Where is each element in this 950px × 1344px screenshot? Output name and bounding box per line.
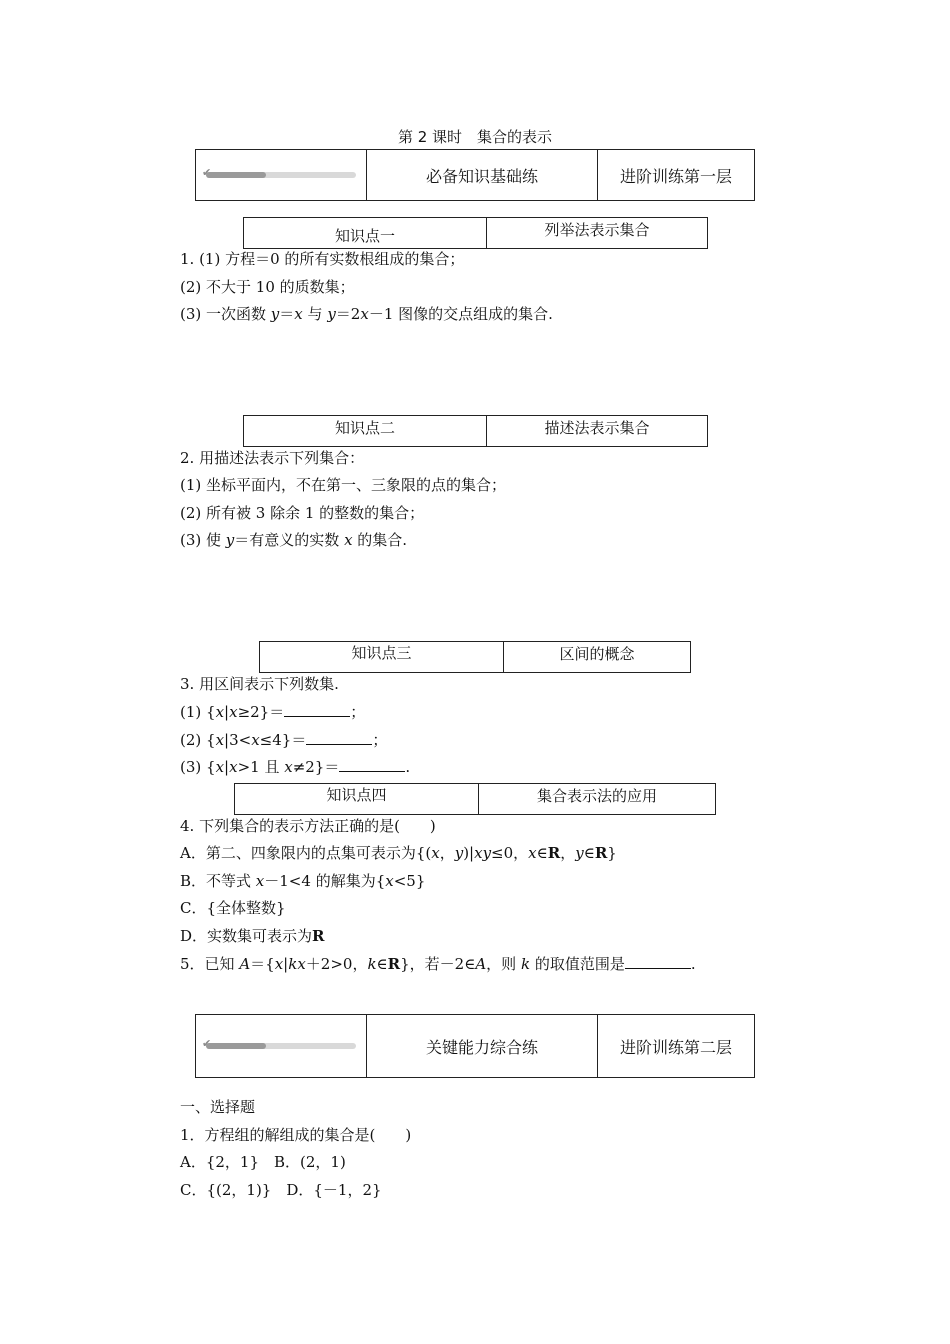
question-3d: (3) {x|x>1 且 x≠2}＝ . [180,758,411,776]
knowledge-point-topic: 集合表示法的应用 [536,787,657,805]
answer-blank[interactable] [306,730,372,745]
section-level: 进阶训练第二层 [619,1037,732,1057]
option-b: B．不等式 x－1<4 的解集为{x<5} [180,872,426,890]
part2-options-ab: A．{2，1} B．(2，1) [180,1153,346,1171]
part2-question-1: 1．方程组的解组成的集合是( ) [180,1126,412,1144]
knowledge-point-label: 知识点二 [244,416,487,446]
question-2a: 2. 用描述法表示下列集合： [180,449,365,467]
question-2b: (1) 坐标平面内，不在第一、三象限的点的集合； [180,476,507,494]
question-2d: (3) 使 y＝有意义的实数 x 的集合. [180,531,408,549]
question-2c: (2) 所有被 3 除余 1 的整数的集合； [180,504,425,522]
knowledge-point-label: 知识点四 [235,784,479,814]
check-icon: ✔ [202,166,212,179]
answer-blank[interactable] [625,954,691,969]
option-c: C．{全体整数} [180,899,286,917]
progress-cell [196,150,367,200]
section-header-advanced [195,1014,755,1078]
progress-fill [206,172,266,178]
check-icon: ✔ [202,1037,212,1050]
part-heading: 一、选择题 [180,1098,256,1116]
question-4-stem: 4. 下列集合的表示方法正确的是( ) [180,817,436,835]
knowledge-point-2 [243,415,708,447]
section-header-basic [195,149,755,201]
question-3a: 3. 用区间表示下列数集. [180,675,339,693]
option-d: D．实数集可表示为R [180,927,325,945]
progress-bar [202,1037,356,1050]
knowledge-point-3 [259,641,691,673]
answer-blank[interactable] [284,702,350,717]
question-3b: (1) {x|x≥2}＝ ； [180,703,366,721]
section-label: 必备知识基础练 [367,150,598,200]
knowledge-point-topic: 列举法表示集合 [544,221,650,239]
section-level: 进阶训练第一层 [619,166,732,186]
question-1a: 1. (1) 方程＝0 的所有实数根组成的集合； [180,250,465,268]
page-title: 第 2 课时 集合的表示 [397,128,553,146]
question-5: 5．已知 A＝{x|kx＋2>0，k∈R}，若－2∈A，则 k 的取值范围是 . [180,955,696,973]
answer-blank[interactable] [339,757,405,772]
part2-options-cd: C．{(2，1)} D．{－1，2} [180,1181,382,1199]
knowledge-point-label: 知识点一 [244,218,487,248]
progress-bar [202,166,356,179]
knowledge-point-label: 知识点三 [260,642,504,672]
knowledge-point-1 [243,217,708,249]
progress-cell [196,1015,367,1077]
progress-fill [206,1043,266,1049]
question-1b: (2) 不大于 10 的质数集； [180,278,355,296]
knowledge-point-4 [234,783,716,815]
knowledge-point-topic: 描述法表示集合 [544,419,650,437]
question-3c: (2) {x|3<x≤4}＝ ； [180,731,388,749]
section-label: 关键能力综合练 [367,1015,598,1077]
question-1c: (3) 一次函数 y＝x 与 y＝2x－1 图像的交点组成的集合. [180,305,553,323]
option-a: A．第二、四象限内的点集可表示为{(x，y)|xy≤0，x∈R，y∈R} [180,844,617,862]
knowledge-point-topic: 区间的概念 [559,645,635,663]
